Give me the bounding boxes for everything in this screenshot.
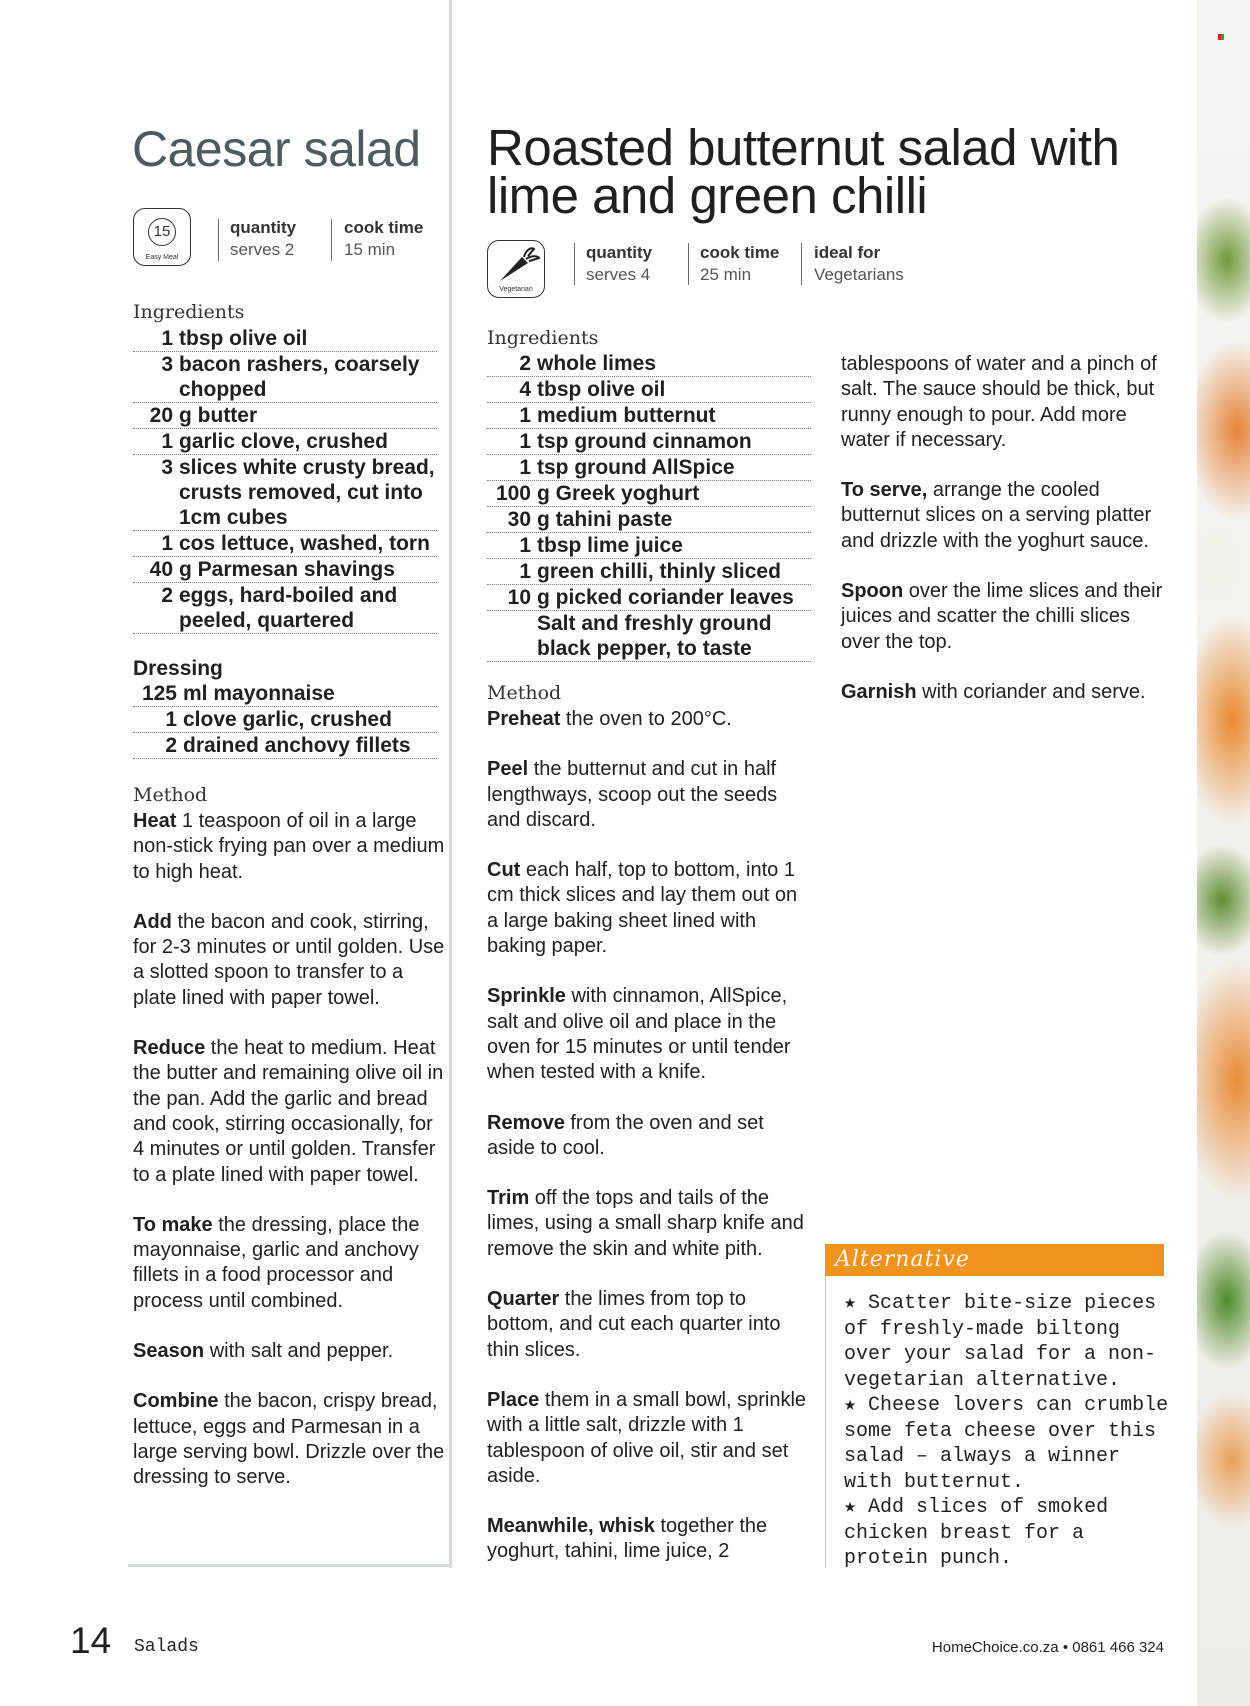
method-step: Preheat the oven to 200°C.	[487, 708, 732, 730]
ingredient-row: 40 g Parmesan shavings	[133, 557, 437, 583]
butternut-title: Roasted butternut salad with lime and green chilli	[487, 119, 1120, 224]
ingredient-row: Salt and freshly ground black pepper, to taste	[487, 611, 811, 662]
ideal-for-label: ideal for	[814, 243, 881, 262]
ingredient-row: 4 tbsp olive oil	[487, 377, 811, 403]
column-divider	[449, 0, 452, 1568]
ingredient-row: 20 g butter	[133, 403, 437, 429]
method-step: tablespoons of water and a pinch of salt. The sauce should be thick, but runny enough to pour. Add more water if necessary.	[841, 353, 1157, 451]
butternut-method	[487, 707, 812, 1590]
caesar-ingredients-heading: Ingredients	[133, 301, 245, 323]
ingredient-row: 125 ml mayonnaise	[133, 681, 437, 707]
section-name: Salads	[134, 1637, 199, 1657]
butternut-ideal-for	[814, 242, 904, 286]
dressing-ingredient-list	[133, 681, 437, 759]
butternut-quantity	[586, 242, 652, 286]
alternative-item: ★ Cheese lovers can crumble some feta cheese over this salad – always a winner with butternut.	[844, 1394, 1169, 1494]
method-step: Reduce the heat to medium. Heat the butter and remaining olive oil in the pan. Add the garlic and bread and cook, stirring occasionally, for 4 minutes or until golden. Transfer to a plate lined with paper towel.	[133, 1037, 444, 1186]
method-step: Trim off the tops and tails of the limes, using a small sharp knife and remove the skin and white pith.	[487, 1187, 804, 1260]
butternut-method-heading: Method	[487, 682, 562, 704]
quantity-label: quantity	[230, 218, 297, 237]
easy-meal-badge	[133, 208, 191, 266]
ingredient-row: 1 tsp ground cinnamon	[487, 429, 811, 455]
alternative-box-border	[825, 1244, 826, 1568]
meta-separator	[574, 243, 575, 285]
ingredient-row: 3 slices white crusty bread, crusts removed, cut into 1cm cubes	[133, 455, 437, 531]
ingredient-row: 3 bacon rashers, coarsely chopped	[133, 352, 437, 403]
caesar-title: Caesar salad	[132, 121, 421, 177]
caesar-cook-time	[344, 217, 423, 261]
cook-time-value: 15 min	[344, 240, 396, 259]
quantity-value: serves 2	[230, 240, 295, 259]
quantity-value: serves 4	[586, 265, 651, 284]
ingredient-row: 100 g Greek yoghurt	[487, 481, 811, 507]
alternative-header	[825, 1244, 1164, 1276]
ingredient-row: 10 g picked coriander leaves	[487, 585, 811, 611]
cook-time-label: cook time	[700, 243, 780, 262]
salad-photo-edge	[1197, 0, 1250, 1706]
ingredient-row: 1 tsp ground AllSpice	[487, 455, 811, 481]
vegetarian-caption: Vegetarian	[499, 286, 533, 293]
alternative-item: ★ Add slices of smoked chicken breast for a protein punch.	[844, 1496, 1109, 1570]
easy-meal-caption: Easy Meal	[145, 254, 179, 261]
ingredient-row: 30 g tahini paste	[487, 507, 811, 533]
method-step: Combine the bacon, crispy bread, lettuce, eggs and Parmesan in a large serving bowl. Drizzle over the dressing to serve.	[133, 1390, 445, 1489]
ingredient-row: 1 garlic clove, crushed	[133, 429, 437, 455]
caesar-method-heading: Method	[133, 784, 208, 806]
alternative-list	[844, 1291, 1174, 1572]
ingredient-row: 1 tbsp lime juice	[487, 533, 811, 559]
method-step: Place them in a small bowl, sprinkle with a little salt, drizzle with 1 tablespoon of olive oil, stir and set aside.	[487, 1388, 807, 1487]
ingredient-row: 1 medium butternut	[487, 403, 811, 429]
butternut-cook-time	[700, 242, 779, 286]
ingredient-row: 2 whole limes	[487, 351, 811, 377]
caesar-method	[133, 809, 448, 1516]
ingredient-row: 1 clove garlic, crushed	[133, 707, 437, 733]
meta-separator	[331, 219, 332, 261]
meta-separator	[688, 243, 689, 285]
cook-time-value: 25 min	[700, 265, 752, 284]
ingredient-row: 2 eggs, hard-boiled and peeled, quartered	[133, 583, 437, 634]
ingredient-row: 2 drained anchovy fillets	[133, 733, 437, 759]
quantity-label: quantity	[586, 243, 653, 262]
vegetarian-badge	[487, 240, 545, 298]
method-step: Spoon over the lime slices and their juices and scatter the chilli slices over the top.	[841, 580, 1163, 653]
butternut-ingredient-list	[487, 351, 811, 662]
meta-separator	[801, 243, 802, 285]
method-step: Season with salt and pepper.	[133, 1340, 394, 1363]
ingredient-row: 1 green chilli, thinly sliced	[487, 559, 811, 585]
footer-contact: HomeChoice.co.za • 0861 466 324	[931, 1639, 1164, 1656]
meta-separator	[218, 219, 219, 261]
ingredient-row: 1 cos lettuce, washed, torn	[133, 531, 437, 557]
method-step: Heat 1 teaspoon of oil in a large non-stick frying pan over a medium to high heat.	[133, 810, 445, 883]
method-step: Quarter the limes from top to bottom, and cut each quarter into thin slices.	[487, 1288, 781, 1361]
ingredient-row: 1 tbsp olive oil	[133, 326, 437, 352]
method-step: Cut each half, top to bottom, into 1 cm thick slices and lay them out on a large baking sheet lined with baking paper.	[487, 859, 798, 958]
butternut-ingredients-heading: Ingredients	[487, 327, 599, 349]
dressing-heading: Dressing	[133, 657, 223, 680]
alternative-heading: Alternative	[835, 1247, 970, 1272]
method-step: Peel the butternut and cut in half lengthways, scoop out the seeds and discard.	[487, 758, 778, 831]
alternative-item: ★ Scatter bite-size pieces of freshly-made biltong over your salad for a non-vegetarian alternative.	[844, 1292, 1157, 1392]
method-step: Sprinkle with cinnamon, AllSpice, salt and olive oil and place in the oven for 15 minutes or until tender when tested with a knife.	[487, 985, 791, 1084]
caesar-quantity	[230, 217, 296, 261]
caesar-ingredient-list	[133, 326, 437, 634]
method-step: Meanwhile, whisk together the yoghurt, tahini, lime juice, 2	[487, 1515, 768, 1563]
clock-15-icon: 15	[148, 218, 176, 246]
method-step: Add the bacon and cook, stirring, for 2-3 minutes or until golden. Use a slotted spoon to transfer to a plate lined with paper towel.	[133, 910, 445, 1009]
column-bottom-rule	[128, 1564, 452, 1567]
page-number: 14	[70, 1620, 112, 1661]
cook-time-label: cook time	[344, 218, 424, 237]
method-step: Remove from the oven and set aside to cool.	[487, 1111, 764, 1159]
method-step: To make the dressing, place the mayonnaise, garlic and anchovy fillets in a food processor and process until combined.	[133, 1213, 420, 1312]
butternut-method-continued	[841, 352, 1166, 730]
method-step: To serve, arrange the cooled butternut slices on a serving platter and drizzle with the yoghurt sauce.	[841, 479, 1152, 552]
corner-mark	[1218, 34, 1224, 40]
carrot-icon	[488, 243, 544, 287]
method-step: Garnish with coriander and serve.	[841, 680, 1146, 703]
ideal-for-value: Vegetarians	[814, 265, 904, 284]
